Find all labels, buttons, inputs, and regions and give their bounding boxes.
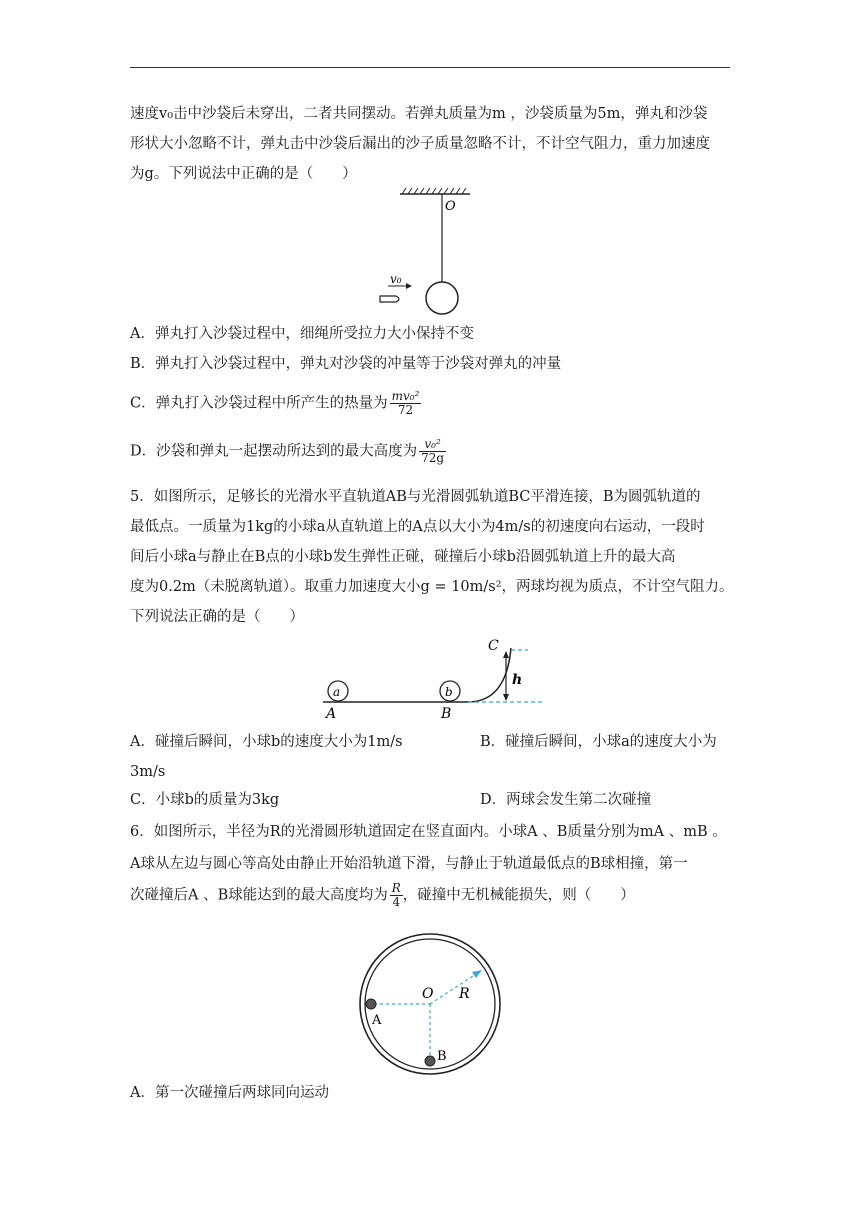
label-B: B bbox=[437, 1049, 447, 1064]
header-rule bbox=[130, 67, 730, 68]
q6-text-line1: 6．如图所示，半径为R的光滑圆形轨道固定在竖直面内。小球A 、B质量分别为mA 、mB 。 bbox=[130, 824, 727, 840]
label-R: R bbox=[459, 986, 470, 1002]
ball-A bbox=[366, 999, 376, 1009]
label-O: O bbox=[445, 199, 456, 214]
q4-text-line2: 形状大小忽略不计，弹丸击中沙袋后漏出的沙子质量忽略不计，不计空气阻力，重力加速度 bbox=[130, 136, 710, 152]
bullet bbox=[380, 296, 399, 302]
label-b: b bbox=[445, 685, 453, 699]
q5-option-b: B．碰撞后瞬间，小球a的速度大小为 bbox=[480, 734, 717, 750]
q4-text-line1: 速度v₀击中沙袋后未穿出，二者共同摆动。若弹丸质量为m ，沙袋质量为5m，弹丸和沙袋 bbox=[130, 106, 708, 122]
q5-track-figure bbox=[318, 632, 548, 724]
label-B: B bbox=[441, 706, 452, 722]
q6-text-line2: A球从左边与圆心等高处由静止开始沿轨道下滑，与静止于轨道最低点的B球相撞，第一 bbox=[130, 856, 688, 872]
label-C: C bbox=[488, 638, 499, 654]
q4-option-d: D．沙袋和弹丸一起摆动所达到的最大高度为 $\frac{\text{v₀²}}{72g}$ bbox=[130, 437, 445, 465]
q5-text-line1: 5．如图所示，足够长的光滑水平直轨道AB与光滑圆弧轨道BC平滑连接，B为圆弧轨道的 bbox=[130, 489, 701, 505]
q6-option-a: A．第一次碰撞后两球同向运动 bbox=[130, 1085, 329, 1101]
label-A: A bbox=[372, 1013, 382, 1028]
q5-option-d: D．两球会发生第二次碰撞 bbox=[480, 792, 652, 808]
q6-circle-figure bbox=[358, 932, 502, 1076]
label-O: O bbox=[422, 986, 434, 1002]
q4-text-line3: 为g。下列说法中正确的是（ ） bbox=[130, 166, 357, 182]
q4-option-c: C．弹丸打入沙袋过程中所产生的热量为 $\frac{\text{mv₀²}}{72}$ bbox=[130, 389, 420, 417]
q4-pendulum-figure bbox=[370, 186, 480, 321]
q4-option-a: A．弹丸打入沙袋过程中，细绳所受拉力大小保持不变 bbox=[130, 326, 474, 342]
label-v0: v₀ bbox=[390, 272, 402, 286]
label-a: a bbox=[333, 685, 341, 699]
q5-option-a: A．碰撞后瞬间，小球b的速度大小为1m/s bbox=[130, 734, 403, 750]
q6-text-line3: 次碰撞后A 、B球能达到的最大高度均为 $\frac{R}{4}$ ，碰撞中无机械能损失，则（ ） bbox=[130, 881, 635, 909]
q5-text-line2: 最低点。一质量为1kg的小球a从直轨道上的A点以大小为4m/s的初速度向右运动，一段时 bbox=[130, 519, 705, 535]
q5-text-line5: 下列说法正确的是（ ） bbox=[130, 609, 304, 625]
ball-B bbox=[425, 1056, 435, 1066]
q5-text-line4: 度为0.2m（未脱离轨道）。取重力加速度大小g = 10m/s²，两球均视为质点，不计空气阻力。 bbox=[130, 579, 734, 595]
label-A: A bbox=[326, 706, 337, 722]
label-h: h bbox=[512, 672, 523, 688]
q4-option-b: B．弹丸打入沙袋过程中，弹丸对沙袋的冲量等于沙袋对弹丸的冲量 bbox=[130, 356, 562, 372]
q5-text-line3: 间后小球a与静止在B点的小球b发生弹性正碰，碰撞后小球b沿圆弧轨道上升的最大高 bbox=[130, 549, 676, 565]
ceiling-hatch bbox=[402, 188, 466, 194]
q5-option-b-cont: 3m/s bbox=[130, 764, 166, 780]
q5-option-c: C．小球b的质量为3kg bbox=[130, 792, 280, 808]
sandbag bbox=[426, 282, 458, 314]
